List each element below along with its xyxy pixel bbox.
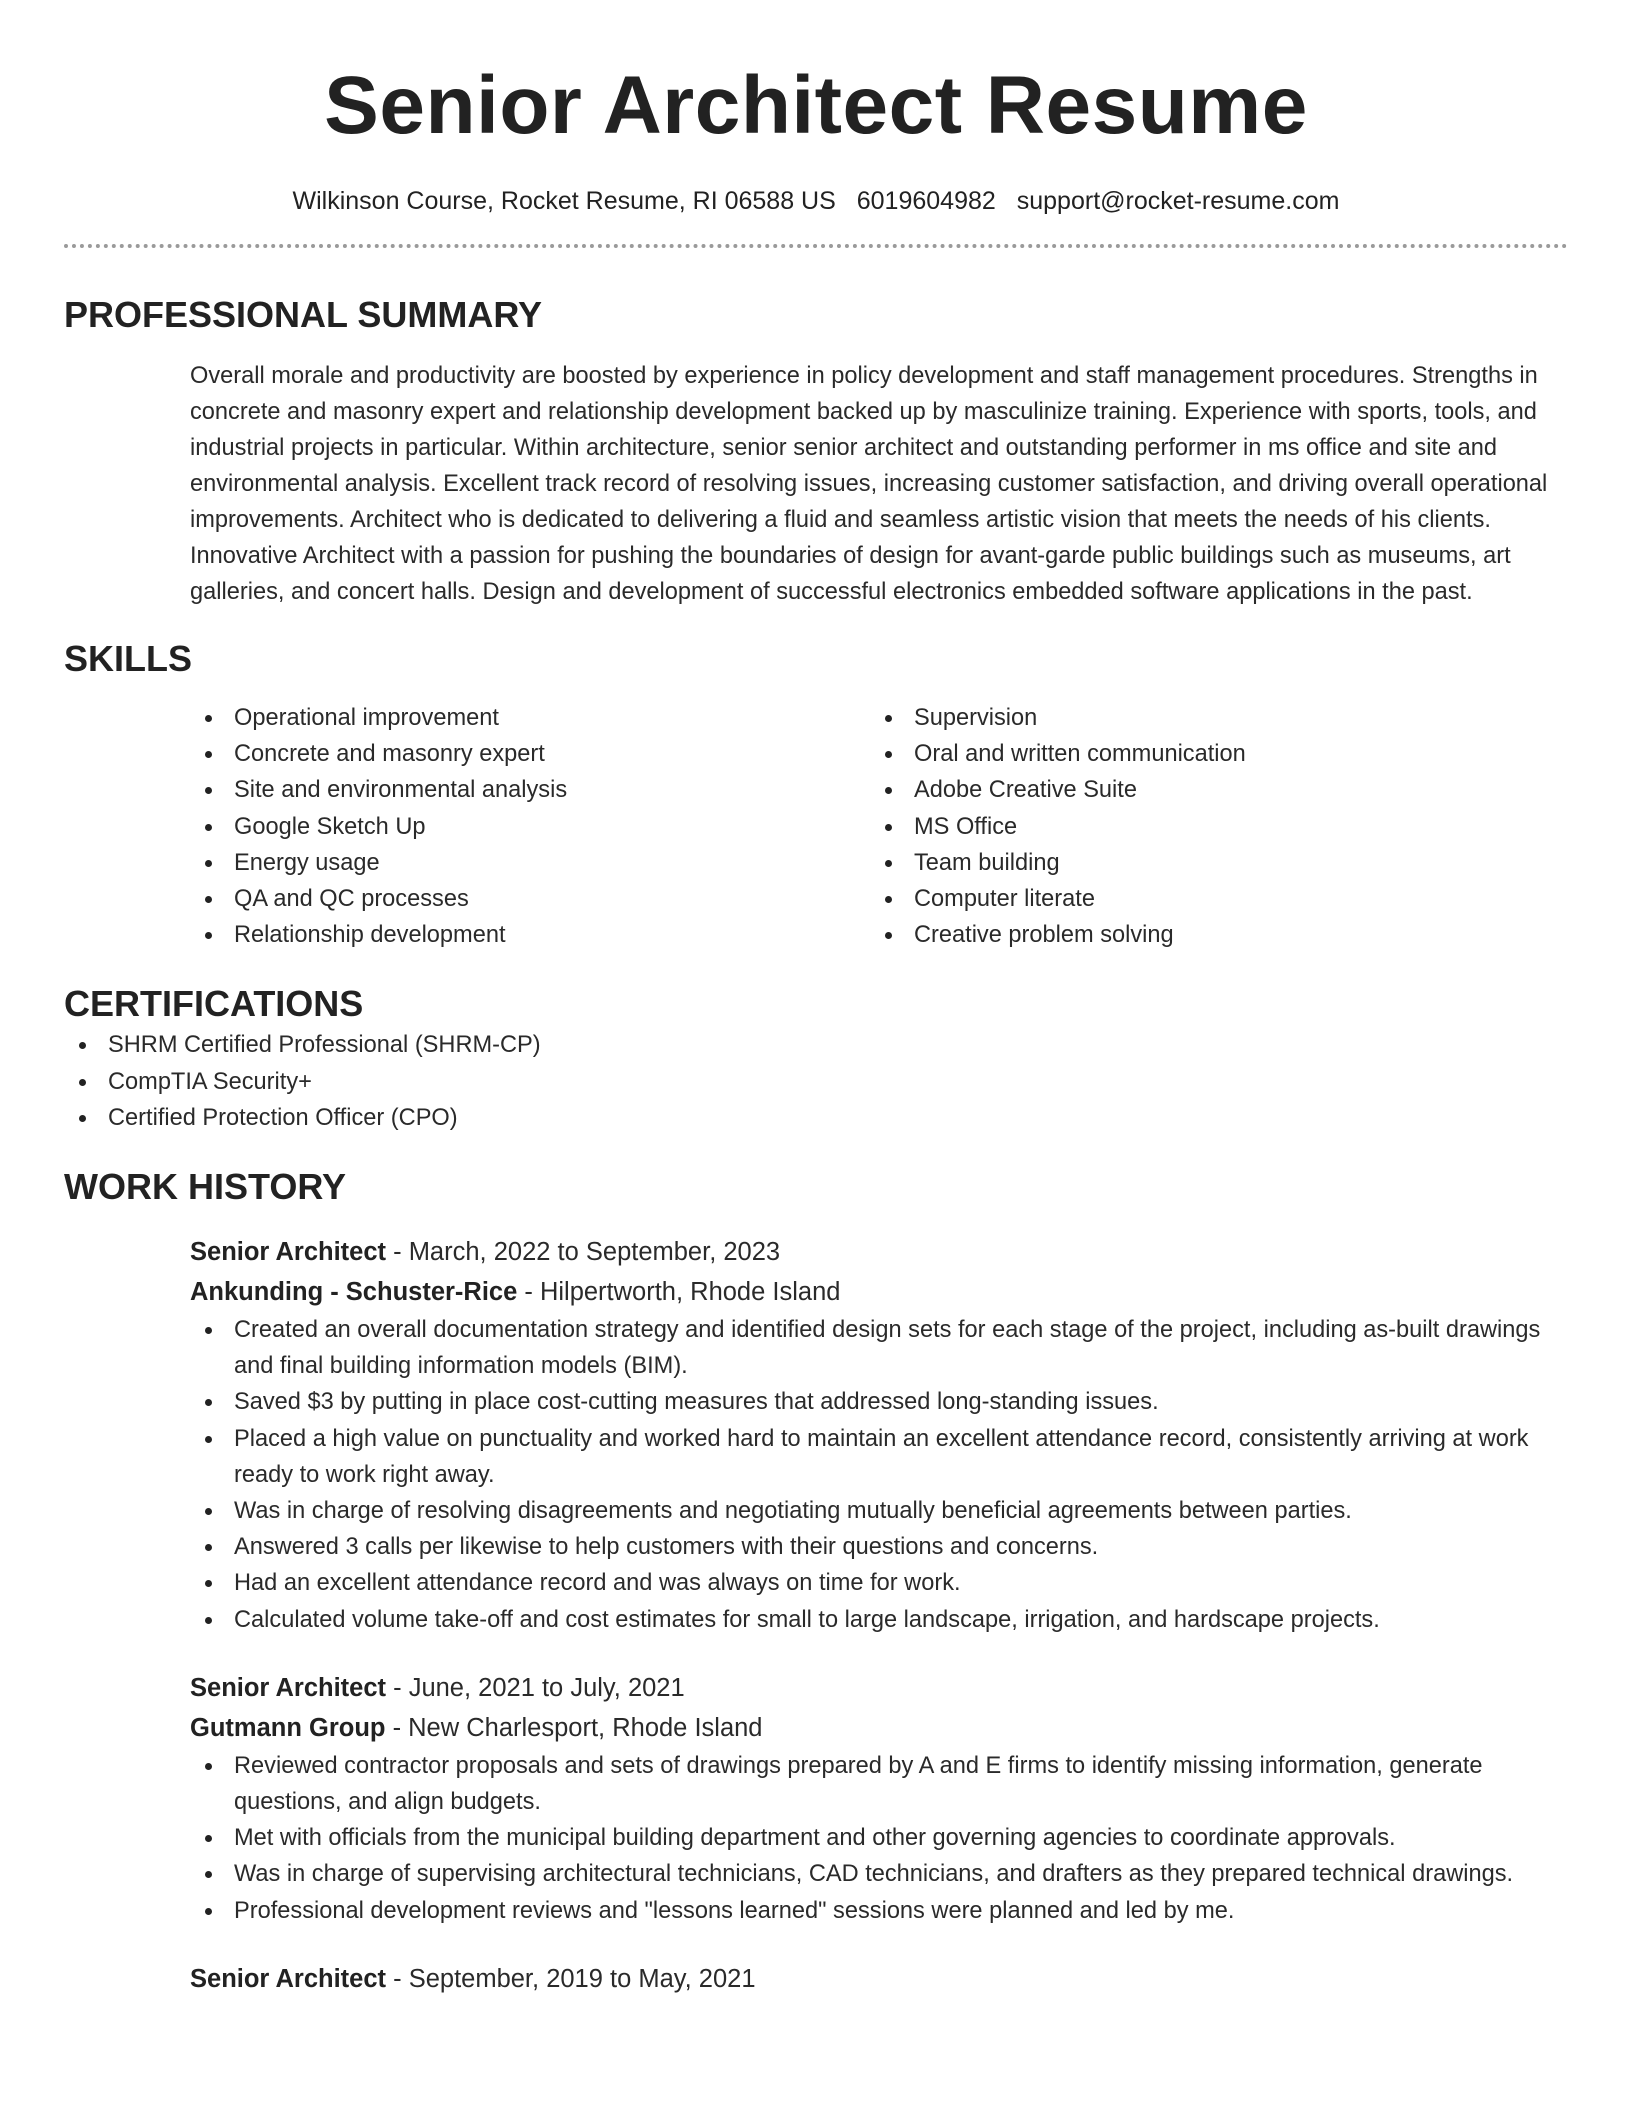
job-bullet: Created an overall documentation strategy and identified design sets for each stage of the project, including as-built drawings and final building information models (BIM). xyxy=(190,1312,1568,1384)
job-location: - Hilpertworth, Rhode Island xyxy=(517,1278,841,1307)
job-company: Gutmann Group xyxy=(190,1713,386,1742)
job-entry xyxy=(190,1232,1568,1638)
job-title: Senior Architect xyxy=(190,1673,387,1702)
summary-text: Overall morale and productivity are boosted by experience in policy development and staff management procedures. Strengths in concrete and masonry expert and relationship development backed up by masculinize training. Experience with sports, tools, and industrial projects in particular. Within architecture, senior senior architect and outstanding performer in ms office and site and environmental analysis. Excellent track record of resolving issues, increasing customer satisfaction, and driving overall operational improvements. Architect who is dedicated to delivering a fluid and seamless artistic vision that meets the needs of his clients. Innovative Architect with a passion for pushing the boundaries of design for avant-garde public buildings such as museums, art galleries, and concert halls. Design and development of successful electronics embedded software applications in the past. xyxy=(190,363,1548,605)
job-title-line xyxy=(190,1668,1568,1708)
contact-phone: 6019604982 xyxy=(856,187,996,215)
skill-item: Team building xyxy=(870,845,1550,881)
skill-item: Relationship development xyxy=(190,917,870,953)
job-dates: - March, 2022 to September, 2023 xyxy=(386,1238,781,1267)
job-bullet: Was in charge of supervising architectural technicians, CAD technicians, and drafters as they prepared technical drawings. xyxy=(190,1856,1568,1892)
job-bullet: Professional development reviews and "lessons learned" sessions were planned and led by me. xyxy=(190,1893,1568,1929)
certification-item: SHRM Certified Professional (SHRM-CP) xyxy=(64,1027,1568,1063)
skill-item: Adobe Creative Suite xyxy=(870,772,1550,808)
job-dates: - September, 2019 to May, 2021 xyxy=(386,1964,756,1993)
skill-item: Creative problem solving xyxy=(870,917,1550,953)
certifications-list xyxy=(64,1027,1568,1136)
certifications-section xyxy=(64,981,1568,1136)
contact-address: Wilkinson Course, Rocket Resume, RI 06588 US xyxy=(292,187,836,215)
contact-line xyxy=(64,184,1568,218)
job-bullet: Reviewed contractor proposals and sets of drawings prepared by A and E firms to identify missing information, generate questions, and align budgets. xyxy=(190,1748,1568,1820)
job-dates: - June, 2021 to July, 2021 xyxy=(386,1673,685,1702)
job-bullets xyxy=(190,1748,1568,1929)
skills-grid xyxy=(190,700,1568,953)
contact-email[interactable]: support@rocket-resume.com xyxy=(1016,187,1340,215)
skill-item: Operational improvement xyxy=(190,700,870,736)
skills-section xyxy=(64,636,1568,953)
job-bullet: Answered 3 calls per likewise to help customers with their questions and concerns. xyxy=(190,1529,1568,1565)
skill-item: Energy usage xyxy=(190,845,870,881)
certification-item: Certified Protection Officer (CPO) xyxy=(64,1100,1568,1136)
work-history-heading: WORK HISTORY xyxy=(64,1166,347,1208)
job-company: Ankunding - Schuster-Rice xyxy=(190,1278,518,1307)
skill-item: Oral and written communication xyxy=(870,736,1550,772)
certification-item: CompTIA Security+ xyxy=(64,1064,1568,1100)
skills-heading: SKILLS xyxy=(64,638,193,679)
summary-heading: PROFESSIONAL SUMMARY xyxy=(64,294,543,335)
resume-title: Senior Architect Resume xyxy=(324,60,1308,151)
job-bullets xyxy=(190,1312,1568,1638)
job-company-line xyxy=(190,1272,1568,1312)
certifications-heading: CERTIFICATIONS xyxy=(64,983,364,1025)
job-title: Senior Architect xyxy=(190,1238,387,1267)
skill-item: MS Office xyxy=(870,809,1550,845)
skills-column-left xyxy=(190,700,870,953)
job-bullet: Placed a high value on punctuality and worked hard to maintain an excellent attendance record, consistently arriving at work ready to work right away. xyxy=(190,1421,1568,1493)
job-bullet: Was in charge of resolving disagreements and negotiating mutually beneficial agreements between parties. xyxy=(190,1493,1568,1529)
job-entry xyxy=(190,1668,1568,1929)
job-company-line xyxy=(190,1708,1568,1748)
skill-item: Site and environmental analysis xyxy=(190,772,870,808)
job-bullet: Met with officials from the municipal building department and other governing agencies to coordinate approvals. xyxy=(190,1820,1568,1856)
skill-item: Computer literate xyxy=(870,881,1550,917)
job-bullet: Had an excellent attendance record and was always on time for work. xyxy=(190,1565,1568,1601)
job-bullet: Saved $3 by putting in place cost-cutting measures that addressed long-standing issues. xyxy=(190,1384,1568,1420)
skills-column-right xyxy=(870,700,1550,953)
skill-item: QA and QC processes xyxy=(190,881,870,917)
skill-item: Concrete and masonry expert xyxy=(190,736,870,772)
job-bullet: Calculated volume take-off and cost estimates for small to large landscape, irrigation, and hardscape projects. xyxy=(190,1602,1568,1638)
work-history-section xyxy=(64,1164,1568,1999)
skill-item: Google Sketch Up xyxy=(190,809,870,845)
job-location: - New Charlesport, Rhode Island xyxy=(385,1713,763,1742)
job-title: Senior Architect xyxy=(190,1964,387,1993)
header-divider xyxy=(64,244,1568,248)
job-title-line xyxy=(190,1232,1568,1272)
job-entry xyxy=(190,1959,1568,1999)
summary-section xyxy=(64,292,1568,610)
job-title-line xyxy=(190,1959,1568,1999)
skill-item: Supervision xyxy=(870,700,1550,736)
